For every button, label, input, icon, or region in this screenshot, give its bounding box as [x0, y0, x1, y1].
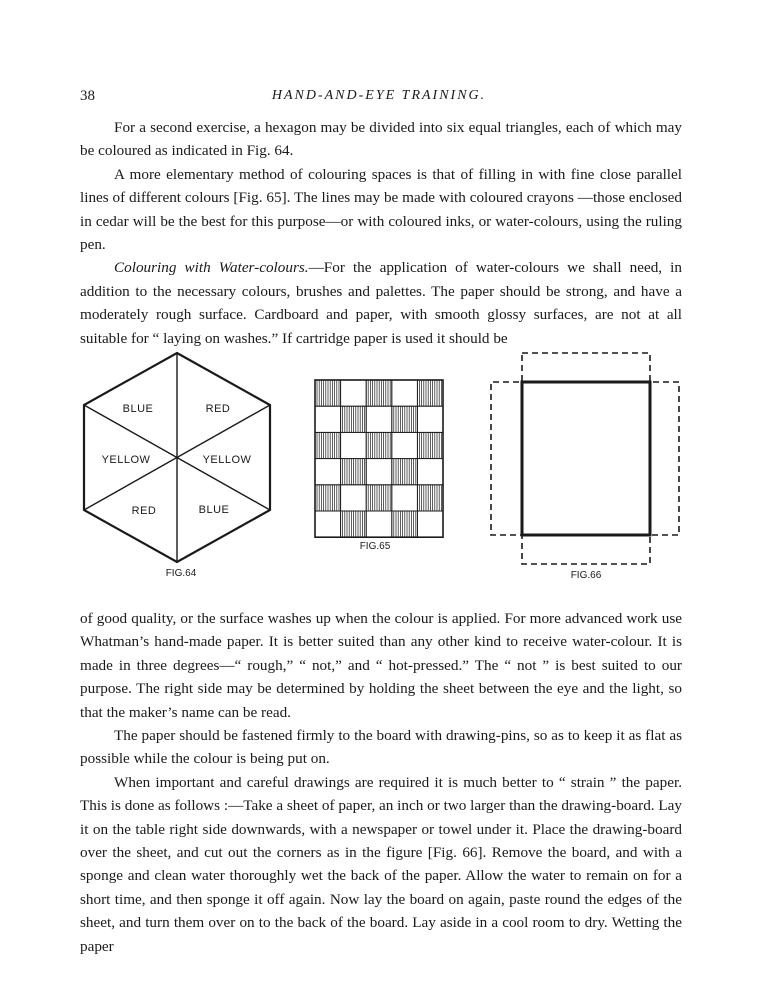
- fig65-grid: [315, 380, 443, 537]
- grid-cell-blank: [341, 432, 367, 458]
- paragraph-text: —For the application of water-colours we shall need, in addition to the necessary colours, brushes and palettes. The paper should be strong, and have a moderately rough surface. Cardboard and paper, with smooth glossy surfaces, are not at all suitable for “ laying on washes.” If cartridge paper is used it should be: [80, 259, 682, 347]
- fig64-segment-label: BLUE: [122, 403, 154, 415]
- text-block-top: [80, 116, 682, 350]
- grid-cell-blank: [366, 406, 392, 432]
- fig64-caption: FIG.64: [165, 568, 197, 579]
- fig64-segment-label: RED: [131, 505, 157, 517]
- paragraph: When important and careful drawings are required it is much better to “ strain ” the paper. This is done as follows :—Take a sheet of paper, an inch or two larger than the drawing-board. Lay it on the table right side downwards, with a newspaper or towel under it. Place the drawing-board over the sheet, and cut out the corners as in the figure [Fig. 66]. Remove the board, and with a sponge and clean water thoroughly wet the back of the paper. Allow the water to remain on for a short time, and then sponge it off again. Now lay the board on again, paste round the edges of the sheet, and turn them over on to the back of the board. Lay aside in a cool room to dry. Wetting the paper: [80, 773, 682, 955]
- paragraph: The paper should be fastened firmly to the board with drawing-pins, so as to keep it as flat as possible while the colour is being put on.: [80, 727, 682, 768]
- text-block-bottom: [80, 607, 682, 958]
- fig64-segment-label: BLUE: [198, 504, 230, 516]
- section-lead: Colouring with Water-colours.: [114, 259, 309, 277]
- fig64-segment-label: YELLOW: [101, 454, 151, 466]
- fig64-segment-label: RED: [205, 403, 231, 415]
- grid-cell-blank: [366, 511, 392, 537]
- running-title: HAND-AND-EYE TRAINING.: [271, 88, 487, 103]
- grid-cell-blank: [366, 459, 392, 485]
- grid-cell-blank: [392, 485, 418, 511]
- page-number: 38: [80, 88, 95, 104]
- grid-cell-blank: [392, 432, 418, 458]
- grid-cell-blank: [341, 380, 367, 406]
- paragraph: [80, 256, 682, 350]
- fig66-caption: FIG.66: [570, 570, 602, 581]
- grid-cell-blank: [341, 485, 367, 511]
- grid-cell-blank: [417, 459, 443, 485]
- figures-panel: [0, 340, 758, 585]
- grid-cell-blank: [392, 380, 418, 406]
- grid-cell-blank: [417, 511, 443, 537]
- grid-cell-blank: [315, 459, 341, 485]
- grid-cell-blank: [315, 406, 341, 432]
- fig66-strained-paper: [491, 353, 679, 564]
- grid-cell-blank: [417, 406, 443, 432]
- fig64-segment-label: YELLOW: [202, 454, 252, 466]
- paragraph: For a second exercise, a hexagon may be divided into six equal triangles, each of which may be coloured as indicated in Fig. 64.: [80, 119, 682, 160]
- grid-cell-blank: [315, 511, 341, 537]
- drawing-board-outline: [522, 382, 650, 535]
- fig65-caption: FIG.65: [359, 541, 391, 552]
- paragraph: of good quality, or the surface washes up when the colour is applied. For more advanced work use Whatman’s hand-made paper. It is better suited than any other kind to receive water-colour. It is made in three degrees—“ rough,” “ not,” and “ hot-pressed.” The “ not ” is best suited to our purpose. The right side may be determined by holding the sheet between the eye and the light, so that the maker’s name can be read.: [80, 610, 682, 721]
- paragraph: A more elementary method of colouring spaces is that of filling in with fine close parallel lines of different colours [Fig. 65]. The lines may be made with coloured crayons —those enclosed in cedar will be the best for this purpose—or with coloured inks, or water-colours, using the ruling pen.: [80, 165, 682, 254]
